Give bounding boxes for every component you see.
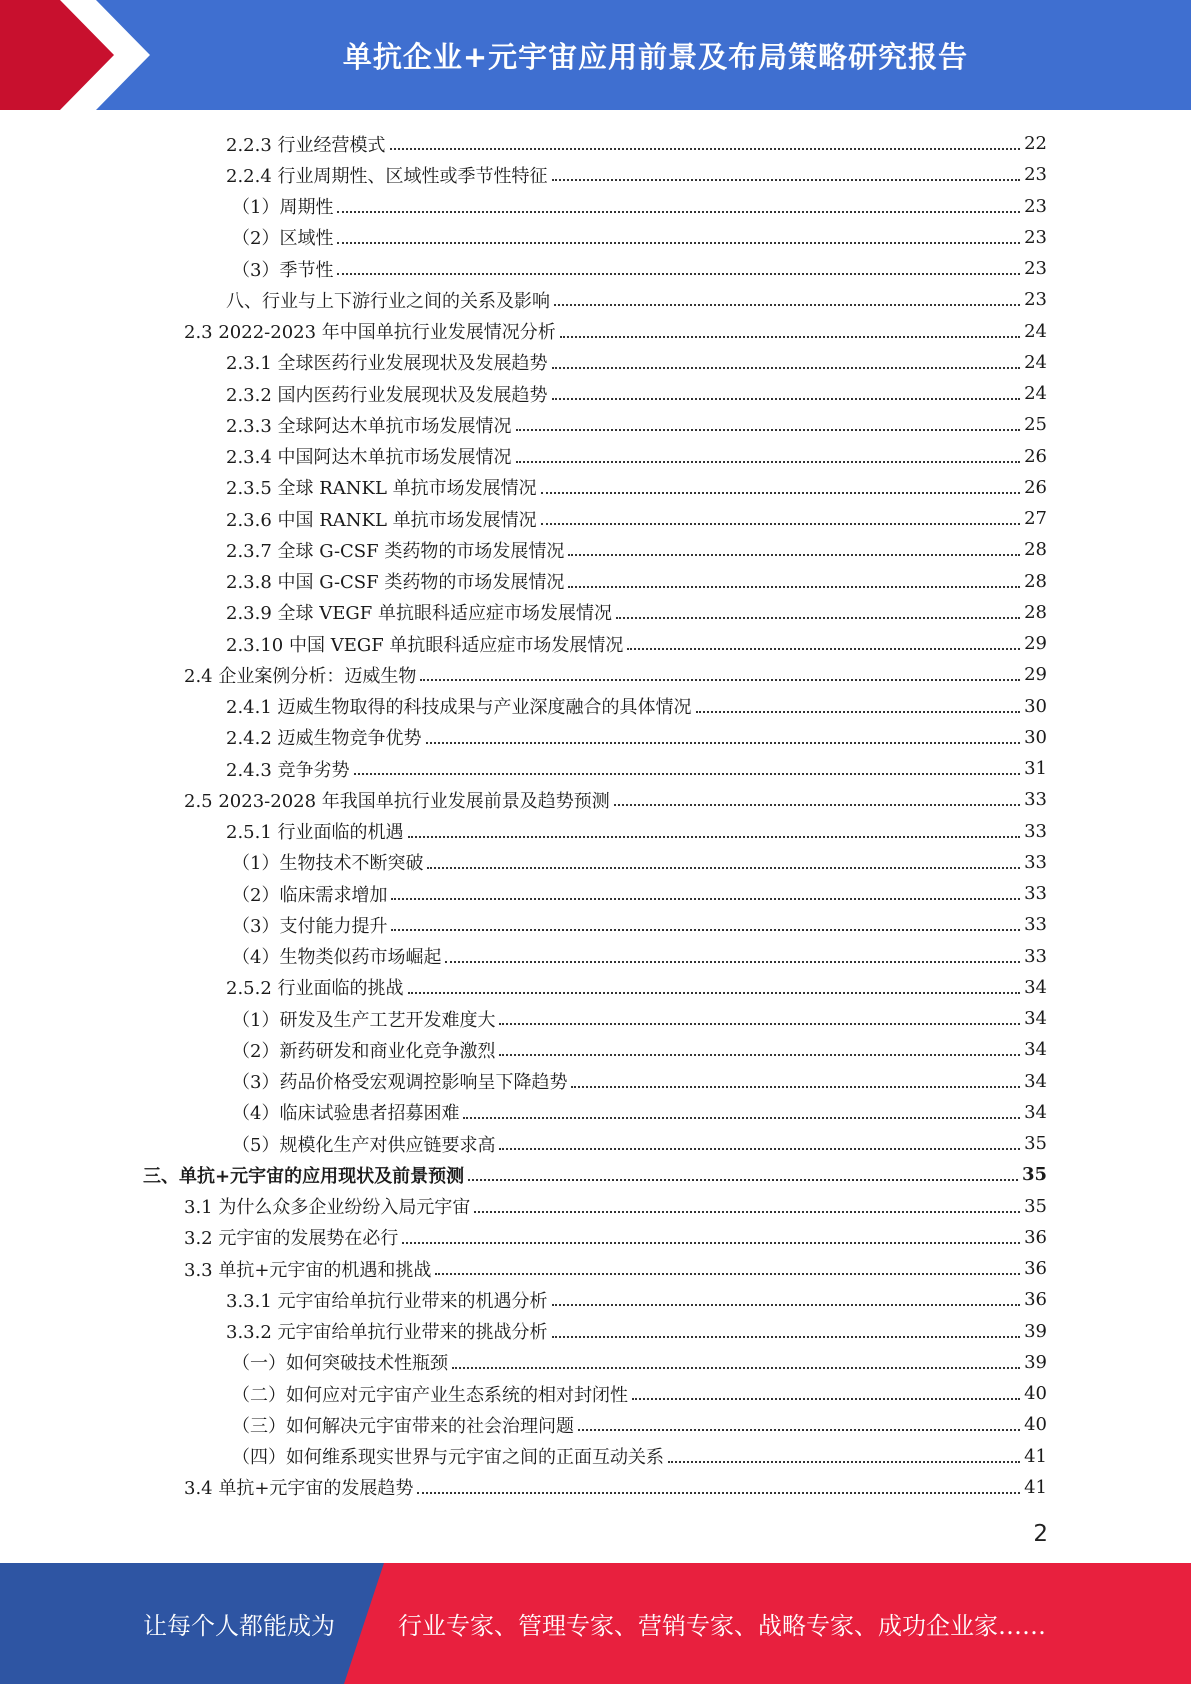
toc-entry-label: 2.3.7 全球 G-CSF 类药物的市场发展情况 xyxy=(226,540,565,562)
toc-entry-page: 28 xyxy=(1024,601,1047,623)
toc-entry[interactable] xyxy=(226,347,1047,378)
toc-dot-leader xyxy=(560,335,1020,338)
toc-entry[interactable] xyxy=(226,597,1047,628)
toc-entry[interactable] xyxy=(232,1066,1047,1097)
toc-entry-page: 34 xyxy=(1024,1101,1047,1123)
toc-entry-label: 2.3.9 全球 VEGF 单抗眼科适应症市场发展情况 xyxy=(226,603,612,625)
toc-dot-leader xyxy=(390,147,1021,150)
toc-dot-leader xyxy=(568,585,1020,588)
toc-entry[interactable] xyxy=(226,1284,1047,1315)
toc-entry-page: 34 xyxy=(1024,1039,1047,1061)
toc-dot-leader xyxy=(552,1335,1021,1338)
toc-entry-page: 23 xyxy=(1024,164,1047,186)
toc-entry[interactable] xyxy=(226,566,1047,597)
toc-entry[interactable] xyxy=(232,222,1047,253)
toc-entry-label: （四）如何维系现实世界与元宇宙之间的正面互动关系 xyxy=(232,1447,664,1468)
toc-dot-leader xyxy=(614,803,1020,806)
toc-entry[interactable] xyxy=(184,1222,1047,1253)
toc-entry-page: 22 xyxy=(1024,133,1047,154)
toc-entry-label: 2.2.4 行业周期性、区域性或季节性特征 xyxy=(226,165,548,187)
toc-entry-label: 八、行业与上下游行业之间的关系及影响 xyxy=(226,290,550,312)
toc-entry-page: 23 xyxy=(1024,226,1047,248)
toc-dot-leader xyxy=(408,991,1021,994)
page-number: 2 xyxy=(1033,1521,1048,1547)
toc-entry-page: 23 xyxy=(1024,289,1047,311)
toc-dot-leader xyxy=(435,1272,1020,1275)
toc-dot-leader xyxy=(632,1397,1020,1400)
toc-entry[interactable] xyxy=(232,1441,1047,1472)
toc-entry-label: 2.4.1 迈威生物取得的科技成果与产业深度融合的具体情况 xyxy=(226,697,692,718)
toc-dot-leader xyxy=(417,1491,1020,1494)
toc-entry-label: （一）如何突破技术性瓶颈 xyxy=(232,1353,448,1375)
toc-dot-leader xyxy=(568,553,1020,556)
toc-entry-page: 34 xyxy=(1024,1008,1047,1029)
footer-slogan-left: 让每个人都能成为 xyxy=(143,1612,335,1640)
toc-dot-leader xyxy=(554,303,1020,306)
toc-entry-page: 35 xyxy=(1024,1133,1047,1154)
toc-entry[interactable] xyxy=(226,409,1047,440)
toc-entry[interactable] xyxy=(226,691,1047,722)
toc-entry-page: 40 xyxy=(1024,1383,1047,1404)
toc-entry-label: 2.3 2022-2023 年中国单抗行业发展情况分析 xyxy=(184,322,556,343)
toc-entry-page: 29 xyxy=(1024,664,1047,686)
toc-dot-leader xyxy=(427,866,1020,869)
toc-entry-label: 2.3.3 全球阿达木单抗市场发展情况 xyxy=(226,415,512,437)
toc-entry-label: 2.3.4 中国阿达木单抗市场发展情况 xyxy=(226,447,512,468)
toc-dot-leader xyxy=(499,1147,1020,1150)
toc-dot-leader xyxy=(616,616,1020,619)
toc-entry-label: （2）临床需求增加 xyxy=(232,884,388,906)
toc-entry-page: 23 xyxy=(1024,195,1047,217)
toc-entry[interactable] xyxy=(232,1409,1047,1440)
toc-entry-page: 24 xyxy=(1024,383,1047,404)
toc-entry-label: 3.3.1 元宇宙给单抗行业带来的机遇分析 xyxy=(226,1290,548,1312)
toc-entry-page: 29 xyxy=(1024,633,1047,654)
toc-entry[interactable] xyxy=(232,941,1047,972)
toc-entry-label: 2.2.3 行业经营模式 xyxy=(226,134,386,156)
toc-dot-leader xyxy=(499,1022,1020,1025)
toc-entry-page: 31 xyxy=(1024,758,1047,779)
toc-dot-leader xyxy=(578,1428,1020,1431)
toc-entry[interactable] xyxy=(232,253,1047,284)
toc-entry-label: （4）临床试验患者招募困难 xyxy=(232,1103,460,1125)
toc-entry[interactable] xyxy=(184,316,1047,347)
toc-dot-leader xyxy=(337,241,1020,244)
toc-entry-label: （1）生物技术不断突破 xyxy=(232,853,424,875)
toc-entry[interactable] xyxy=(143,1159,1047,1190)
toc-entry-label: （2）新药研发和商业化竞争激烈 xyxy=(232,1040,496,1062)
toc-entry-page: 34 xyxy=(1024,976,1047,998)
toc-entry-label: （5）规模化生产对供应链要求高 xyxy=(232,1134,496,1156)
toc-dot-leader xyxy=(474,1210,1020,1213)
toc-dot-leader xyxy=(627,647,1020,650)
toc-entry-page: 28 xyxy=(1024,570,1047,592)
toc-entry-page: 26 xyxy=(1024,445,1047,467)
toc-entry-page: 30 xyxy=(1024,695,1047,717)
toc-dot-leader xyxy=(463,1116,1020,1119)
toc-dot-leader xyxy=(426,741,1021,744)
toc-entry[interactable] xyxy=(232,847,1047,878)
toc-entry-page: 26 xyxy=(1024,476,1047,498)
toc-dot-leader xyxy=(541,491,1020,494)
toc-entry-page: 30 xyxy=(1024,726,1047,748)
toc-entry-page: 24 xyxy=(1024,320,1047,342)
page-footer xyxy=(0,1563,1191,1684)
toc-entry-page: 25 xyxy=(1024,414,1047,436)
toc-entry-label: 3.4 单抗+元宇宙的发展趋势 xyxy=(184,1478,414,1500)
toc-entry[interactable] xyxy=(226,972,1047,1003)
toc-entry-page: 33 xyxy=(1024,851,1047,873)
toc-entry[interactable] xyxy=(232,909,1047,940)
toc-dot-leader xyxy=(552,1303,1021,1306)
toc-entry-page: 36 xyxy=(1024,1226,1047,1248)
toc-entry-label: （3）支付能力提升 xyxy=(232,915,388,937)
toc-entry-label: 2.4 企业案例分析：迈威生物 xyxy=(184,665,417,687)
toc-entry[interactable] xyxy=(226,128,1047,159)
toc-entry-label: 2.3.5 全球 RANKL 单抗市场发展情况 xyxy=(226,478,537,500)
toc-dot-leader xyxy=(668,1460,1020,1463)
toc-dot-leader xyxy=(499,1053,1020,1056)
toc-entry[interactable] xyxy=(226,534,1047,565)
toc-dot-leader xyxy=(452,1366,1020,1369)
toc-entry[interactable] xyxy=(232,1097,1047,1128)
toc-entry[interactable] xyxy=(184,1191,1047,1222)
toc-entry-label: 2.4.2 迈威生物竞争优势 xyxy=(226,728,422,750)
toc-dot-leader xyxy=(552,397,1021,400)
toc-entry[interactable] xyxy=(226,159,1047,190)
toc-entry[interactable] xyxy=(184,1253,1047,1284)
toc-dot-leader xyxy=(468,1178,1018,1181)
toc-entry-page: 35 xyxy=(1021,1164,1047,1186)
toc-entry[interactable] xyxy=(226,628,1047,659)
toc-entry-page: 33 xyxy=(1024,914,1047,936)
toc-entry[interactable] xyxy=(226,441,1047,472)
toc-entry-page: 41 xyxy=(1024,1476,1047,1498)
toc-dot-leader xyxy=(445,960,1020,963)
toc-entry-label: 2.4.3 竞争劣势 xyxy=(226,759,350,781)
toc-entry[interactable] xyxy=(232,878,1047,909)
report-title: 单抗企业+元宇宙应用前景及布局策略研究报告 xyxy=(342,39,969,74)
toc-entry[interactable] xyxy=(226,472,1047,503)
toc-entry-label: 3.3 单抗+元宇宙的机遇和挑战 xyxy=(184,1259,432,1281)
toc-entry[interactable] xyxy=(226,722,1047,753)
toc-entry-label: 2.3.1 全球医药行业发展现状及发展趋势 xyxy=(226,353,548,375)
toc-entry-page: 34 xyxy=(1024,1070,1047,1092)
toc-dot-leader xyxy=(516,428,1021,431)
toc-dot-leader xyxy=(337,210,1020,213)
toc-entry-label: （3）药品价格受宏观调控影响呈下降趋势 xyxy=(232,1072,568,1093)
toc-dot-leader xyxy=(420,678,1020,681)
toc-entry-page: 33 xyxy=(1024,883,1047,904)
toc-dot-leader xyxy=(552,366,1021,369)
toc-dot-leader xyxy=(571,1085,1020,1088)
toc-entry[interactable] xyxy=(232,1378,1047,1409)
toc-entry-label: 3.2 元宇宙的发展势在必行 xyxy=(184,1228,399,1250)
toc-entry[interactable] xyxy=(184,1472,1047,1503)
toc-entry[interactable] xyxy=(226,753,1047,784)
toc-dot-leader xyxy=(337,272,1020,275)
toc-entry-label: 三、单抗+元宇宙的应用现状及前景预测 xyxy=(143,1165,465,1187)
toc-entry-label: 2.3.2 国内医药行业发展现状及发展趋势 xyxy=(226,384,548,406)
toc-entry-label: 2.5.2 行业面临的挑战 xyxy=(226,978,404,1000)
toc-entry-page: 41 xyxy=(1024,1445,1047,1467)
toc-entry-label: （二）如何应对元宇宙产业生态系统的相对封闭性 xyxy=(232,1384,628,1406)
toc-entry[interactable] xyxy=(226,284,1047,315)
toc-entry[interactable] xyxy=(226,816,1047,847)
toc-dot-leader xyxy=(696,710,1021,713)
toc-entry-label: 3.1 为什么众多企业纷纷入局元宇宙 xyxy=(184,1197,471,1218)
toc-entry[interactable] xyxy=(232,1347,1047,1378)
toc-entry-label: （4）生物类似药市场崛起 xyxy=(232,947,442,968)
toc-entry-label: （3）季节性 xyxy=(232,259,334,281)
toc-entry-label: 3.3.2 元宇宙给单抗行业带来的挑战分析 xyxy=(226,1322,548,1343)
toc-dot-leader xyxy=(552,178,1021,181)
footer-slogan-right: 行业专家、管理专家、营销专家、战略专家、成功企业家…… xyxy=(398,1612,1046,1640)
toc-entry[interactable] xyxy=(232,1003,1047,1034)
toc-entry-label: 2.5 2023-2028 年我国单抗行业发展前景及趋势预测 xyxy=(184,790,610,812)
toc-entry[interactable] xyxy=(226,503,1047,534)
toc-entry[interactable] xyxy=(232,1034,1047,1065)
toc-entry-page: 36 xyxy=(1024,1289,1047,1311)
toc-entry-label: 2.3.6 中国 RANKL 单抗市场发展情况 xyxy=(226,509,537,531)
toc-dot-leader xyxy=(391,928,1020,931)
toc-dot-leader xyxy=(516,460,1021,463)
toc-entry-page: 36 xyxy=(1024,1258,1047,1279)
toc-entry-label: （1）周期性 xyxy=(232,197,334,218)
toc-entry[interactable] xyxy=(232,191,1047,222)
toc-entry[interactable] xyxy=(226,378,1047,409)
toc-dot-leader xyxy=(541,522,1020,525)
toc-entry[interactable] xyxy=(184,659,1047,690)
toc-entry-label: 2.3.10 中国 VEGF 单抗眼科适应症市场发展情况 xyxy=(226,634,624,656)
toc-entry[interactable] xyxy=(232,1128,1047,1159)
toc-dot-leader xyxy=(408,835,1021,838)
toc-entry-label: （1）研发及生产工艺开发难度大 xyxy=(232,1009,496,1031)
toc-entry-page: 40 xyxy=(1024,1414,1047,1436)
toc-entry-page: 35 xyxy=(1024,1195,1047,1217)
toc-entry-label: （2）区域性 xyxy=(232,228,334,250)
page-header xyxy=(0,0,1191,110)
toc-entry-page: 24 xyxy=(1024,351,1047,373)
toc-entry-label: 2.3.8 中国 G-CSF 类药物的市场发展情况 xyxy=(226,572,565,593)
toc-entry[interactable] xyxy=(226,1316,1047,1347)
toc-dot-leader xyxy=(391,897,1020,900)
toc-dot-leader xyxy=(402,1241,1020,1244)
toc-entry-page: 27 xyxy=(1024,508,1047,529)
toc-entry[interactable] xyxy=(184,784,1047,815)
toc-entry-page: 33 xyxy=(1024,820,1047,842)
toc-entry-page: 33 xyxy=(1024,945,1047,967)
toc-entry-page: 33 xyxy=(1024,789,1047,811)
toc-entry-page: 23 xyxy=(1024,258,1047,279)
toc-entry-label: （三）如何解决元宇宙带来的社会治理问题 xyxy=(232,1415,574,1437)
toc-entry-page: 39 xyxy=(1024,1320,1047,1342)
toc-entry-page: 28 xyxy=(1024,539,1047,561)
toc-entry-label: 2.5.1 行业面临的机遇 xyxy=(226,822,404,843)
toc-entry-page: 39 xyxy=(1024,1351,1047,1373)
toc-dot-leader xyxy=(354,772,1021,775)
